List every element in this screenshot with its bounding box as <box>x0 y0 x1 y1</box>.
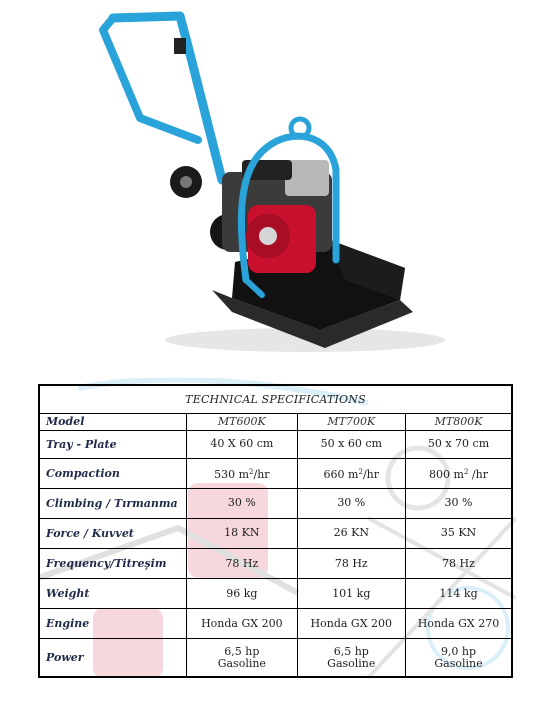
table-cell: 50 x 60 cm <box>297 430 405 458</box>
row-label: Climbing / Tırmanma <box>39 488 187 518</box>
row-label: Engine <box>39 609 187 639</box>
table-row <box>39 430 512 458</box>
table-title: TECHNICAL SPECIFICATIONS <box>39 385 512 413</box>
table-cell: 530 $m^2/hr$ <box>187 458 297 488</box>
table-row <box>39 609 512 639</box>
table-cell: 660 $m^2/hr$ <box>297 458 405 488</box>
table-row <box>39 579 512 609</box>
row-label: Frequency/Titreşim <box>39 549 187 579</box>
table-row <box>39 518 512 548</box>
plate-compactor-photo <box>60 0 480 370</box>
table-cell: 30 % <box>187 488 297 518</box>
model-name: MT700K <box>297 413 405 430</box>
technical-specifications-table <box>38 384 513 678</box>
table-cell: 6,5 hp Gasoline <box>187 639 297 677</box>
row-label: Compaction <box>39 458 187 488</box>
table-row <box>39 639 512 677</box>
table-cell: 78 Hz <box>406 549 512 579</box>
table-cell: 18 KN <box>187 518 297 548</box>
table-cell: 35 KN <box>406 518 512 548</box>
model-label: Model <box>39 413 187 430</box>
table-cell: 78 Hz <box>187 549 297 579</box>
row-label: Force / Kuvvet <box>39 518 187 548</box>
model-header-row <box>39 413 512 430</box>
table-row <box>39 488 512 518</box>
table-cell: Honda GX 200 <box>297 609 405 639</box>
table-cell: 50 x 70 cm <box>406 430 512 458</box>
table-row <box>39 458 512 488</box>
table-cell: 9,0 hp Gasoline <box>406 639 512 677</box>
model-name: MT800K <box>406 413 512 430</box>
table-cell: 40 X 60 cm <box>187 430 297 458</box>
row-label: Tray - Plate <box>39 430 187 458</box>
table-row <box>39 549 512 579</box>
table-cell: 96 kg <box>187 579 297 609</box>
table-cell: Honda GX 200 <box>187 609 297 639</box>
table-cell: 114 kg <box>406 579 512 609</box>
table-cell: 78 Hz <box>297 549 405 579</box>
table-cell: 30 % <box>406 488 512 518</box>
table-cell: Honda GX 270 <box>406 609 512 639</box>
row-label: Power <box>39 639 187 677</box>
model-name: MT600K <box>187 413 297 430</box>
table-cell: 26 KN <box>297 518 405 548</box>
table-cell: 6,5 hp Gasoline <box>297 639 405 677</box>
row-label: Weight <box>39 579 187 609</box>
table-cell: 101 kg <box>297 579 405 609</box>
table-cell: 800 $m^2$ /hr <box>406 458 512 488</box>
table-cell: 30 % <box>297 488 405 518</box>
